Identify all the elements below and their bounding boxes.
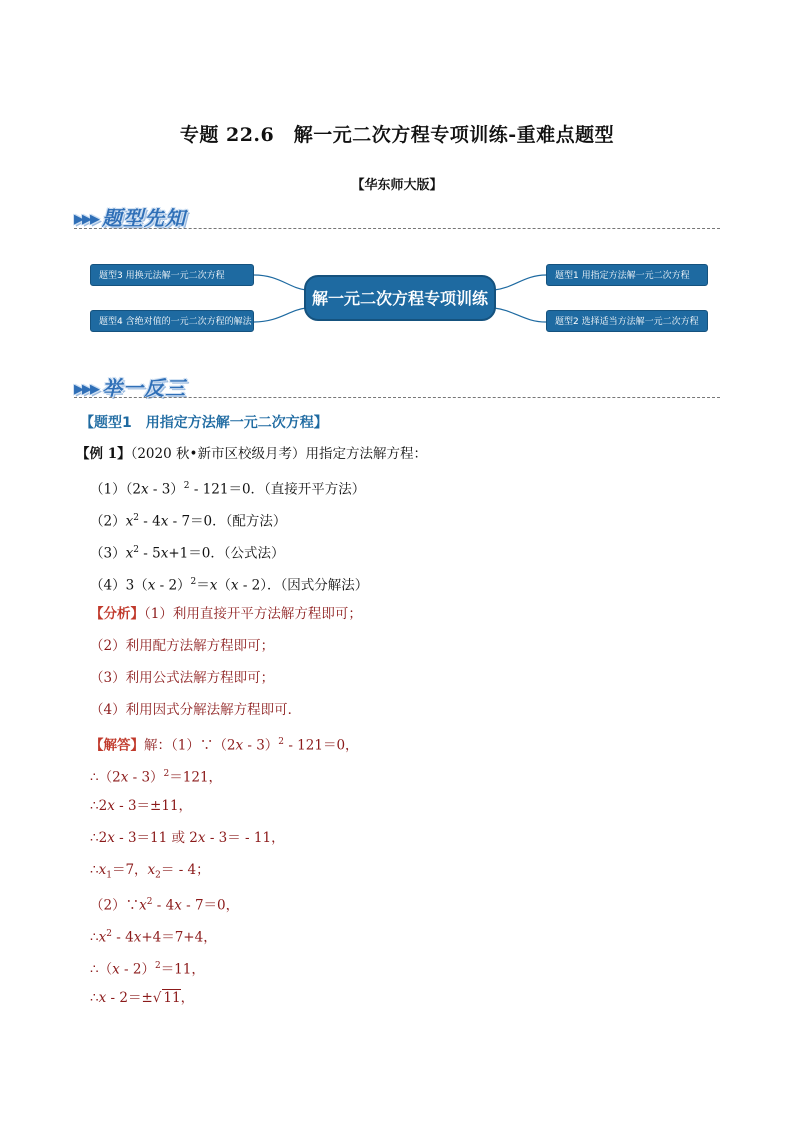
mindmap-node-type4: 题型4 含绝对值的一元二次方程的解法 (90, 310, 254, 332)
question-1: （1）（2x - 3）$^2$ - 121＝0．（直接开平方法） (90, 481, 366, 498)
question-3: $(3)x^2 - 5x+1=0$．（公式法） (90, 545, 285, 562)
edition-label: 【华东师大版】 (351, 178, 443, 193)
answer-line-4: ∴2x - 3＝11 或 2x - 3＝ - 11， (90, 830, 285, 846)
answer-line-1: 【解答】解：（1）∵（2x - 3）$^2$ - 121＝0， (90, 737, 359, 754)
chevron-arrows-icon: ▶▶▶ (74, 382, 98, 397)
answer-line-3: ∴2x - 3＝±11， (90, 798, 193, 814)
answer-line-7: $\therefore x^2 - 4x+4=7+4$， (90, 929, 217, 946)
answer-line-6: $(2)\because x^2 - 4x - 7=0$， (90, 897, 240, 914)
question-2: $(2)x^2 - 4x - 7=0$．（配方法） (90, 513, 287, 530)
answer-line-9: ∴x - 2＝±√ 11， (90, 990, 195, 1006)
answer-line-8: ∴（x - 2）$^2$＝11， (90, 961, 205, 978)
page-title: 专题 22.6 解一元二次方程专项训练-重难点题型 (179, 124, 615, 146)
analysis-line-3: （3）利用公式法解方程即可； (90, 670, 275, 686)
analysis-line-2: （2）利用配方法解方程即可； (90, 638, 275, 654)
divider (74, 228, 720, 229)
banner-examples: ▶▶▶ 举一反三 (74, 376, 186, 400)
mindmap-node-type2: 题型2 选择适当方法解一元二次方程 (546, 310, 708, 332)
example-intro: 【例 1】（2020 秋•新市区校级月考）用指定方法解方程： (76, 446, 427, 462)
answer-line-5: $\therefore x_1=7$，$x_2= - 4$； (90, 862, 210, 881)
banner-question-types: ▶▶▶ 题型先知 (74, 206, 186, 230)
mindmap-node-type1: 题型1 用指定方法解一元二次方程 (546, 264, 708, 286)
answer-line-2: ∴（2x - 3）$^2$＝121， (90, 769, 223, 786)
mindmap (74, 258, 720, 340)
analysis-line-4: （4）利用因式分解法解方程即可． (90, 702, 302, 718)
mindmap-center: 解一元二次方程专项训练 (304, 275, 496, 321)
chevron-arrows-icon: ▶▶▶ (74, 212, 98, 227)
mindmap-node-type3: 题型3 用换元法解一元二次方程 (90, 264, 254, 286)
section-heading: 【题型1 用指定方法解一元二次方程】 (80, 415, 328, 431)
analysis-line-1: 【分析】（1）利用直接开平方法解方程即可； (90, 606, 362, 622)
question-4: （4）3（x - 2）$^2$＝x（x - 2）．（因式分解法） (90, 577, 369, 594)
divider (74, 397, 720, 398)
